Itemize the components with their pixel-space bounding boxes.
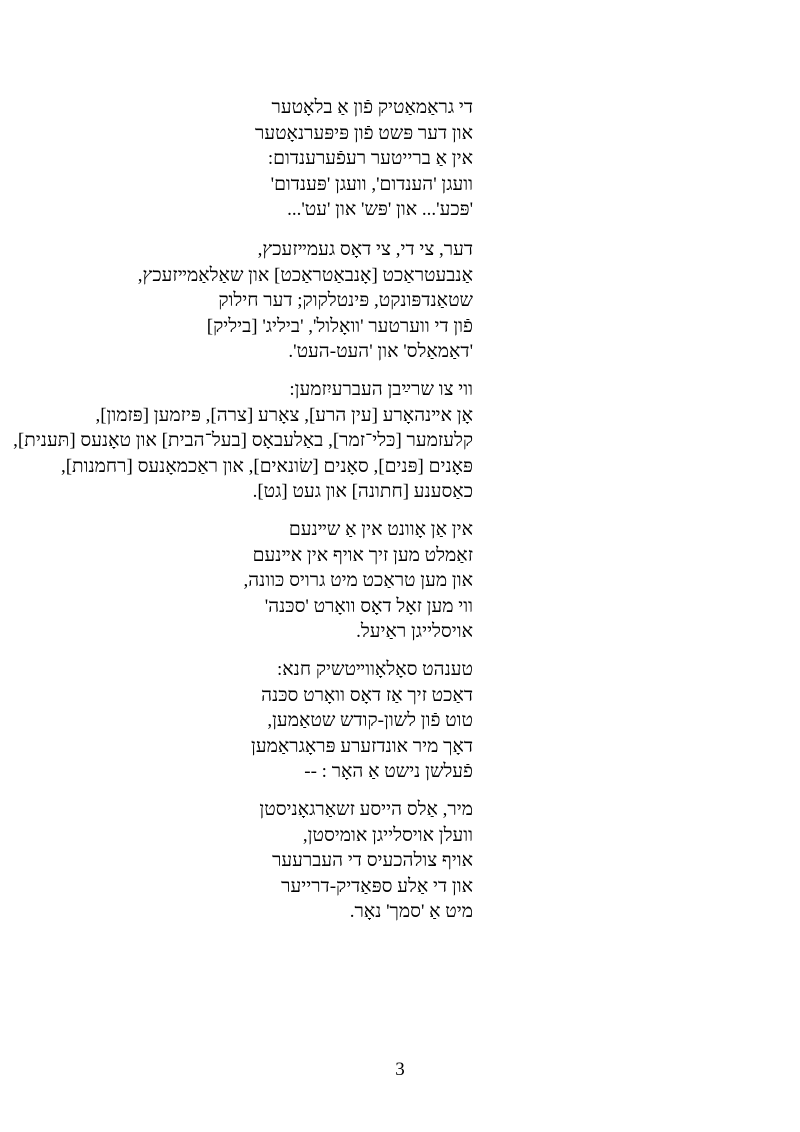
poem-line: שטאַנדפּונקט, פּינטלקוק; דער חילוק: [218, 290, 473, 311]
poem-line: וועגן 'הענדום', וועגן 'פּענדום': [270, 173, 473, 195]
stanza-4: [243, 517, 473, 645]
poem-line: דאָך מיר אונדזערע פּראָגראַמען: [251, 735, 473, 757]
stanza-3: [13, 377, 473, 505]
poem-line: און מען טראַכט מיט גרויס כּוונה,: [243, 570, 473, 591]
poem-line: אויף צולהכעיס די העברעער: [272, 850, 473, 871]
poem-line: וועלן אויסלייגן אומיסטן,: [302, 824, 473, 846]
poem-line: אין אַ ברייטער רעפֿערענדום:: [267, 148, 473, 169]
poem-line: אין אַן אָוונט אין אַ שײנעם: [288, 519, 473, 540]
page-number: 3: [395, 1059, 405, 1080]
poem-line: ווי צו שרײַבן העברעיִזמען:: [289, 379, 473, 400]
poem-line: פֿעלשן נישט אַ האָר : --: [304, 761, 473, 782]
poem-line: מיר, אַלס הייסע זשאַרגאָניסטן: [259, 799, 473, 820]
stanza-1: [255, 95, 473, 223]
poem-line: דאַכט זיך אַז דאָס וואָרט סכּנה: [261, 684, 473, 706]
poem-line: ווי מען זאָל דאָס וואָרט 'סכּנה': [264, 595, 473, 617]
stanza-2: [138, 237, 473, 365]
poem-line: 'פּכע'... און 'פּש' און 'עט'...: [287, 199, 473, 220]
poem-line: טענהט סאָלאָווײטשיק חנא:: [276, 659, 473, 680]
poem-line: טוט פֿון לשון-קודש שטאַמען,: [267, 710, 473, 731]
poem-line: קלעזמער [כּלי־זמר], באַלעבאָס [בעל־הבית] און טאָנעס [תּענית],: [13, 430, 473, 451]
poem-line: אַנבעטראַכט [אָנבאַטראַכט] און שאַלאַמײזעכץ,: [137, 264, 473, 286]
poem-line: 'דאַמאַלס' און 'העט-העט'.: [288, 341, 473, 362]
poem-line: פֿון די ווערטער 'וואָלול', 'ביליג' [ביליק]: [206, 315, 473, 337]
poem-line: זאַמלט מען זיך אויף אין אײנעם: [252, 544, 473, 566]
poem-line: די גראַמאַטיק פֿון אַ בלאָטער: [271, 97, 473, 118]
poem-line: דער, צי די, צי דאָס געמײזעכץ,: [257, 239, 473, 260]
stanza-5: [251, 657, 473, 785]
poem-line: אויסלייגן ראַיעל.: [356, 621, 473, 642]
poem-line: און דער פּשט פֿון פּיפּערנאָטער: [255, 122, 473, 144]
poem-line: מיט אַ 'סמך' נאָר.: [349, 901, 473, 922]
stanza-6: [259, 797, 473, 925]
poem-line: כאַסענע [חתונה] און געט [גט].: [252, 481, 473, 502]
poem-line: פּאָנים [פּנים], סאָנים [שׂונאים], און ראַכמאָנעס [רחמנות],: [60, 455, 473, 477]
poem-line: אָן אײנהאָרע [עין הרע], צאָרע [צרה], פּיזמען [פּזמון],: [95, 404, 473, 426]
poem-line: און די אַלע ספּאַדיק-דרייער: [281, 875, 473, 897]
